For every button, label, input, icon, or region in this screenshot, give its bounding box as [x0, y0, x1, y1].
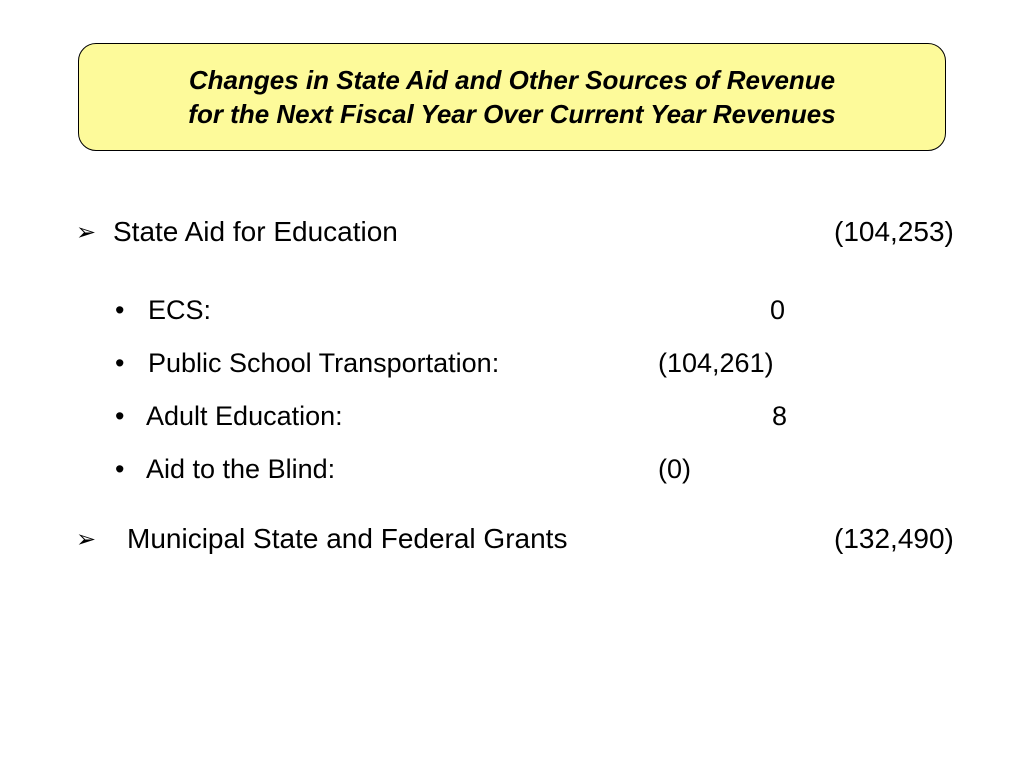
- subitem-label-adult-education: Adult Education:: [146, 401, 343, 431]
- subitem-label-public-school-transportation: Public School Transportation:: [148, 348, 500, 378]
- bullet-icon: •: [115, 295, 125, 325]
- subitem-value-public-school-transportation: (104,261): [658, 348, 774, 378]
- item-value-municipal-grants: (132,490): [834, 523, 954, 554]
- item-label-municipal-grants: Municipal State and Federal Grants: [127, 523, 568, 554]
- item-label-state-aid-education: State Aid for Education: [113, 216, 398, 247]
- arrow-bullet-icon: ➢: [76, 526, 97, 553]
- title-line-2: for the Next Fiscal Year Over Current Year Revenues: [188, 99, 836, 129]
- arrow-bullet-icon: ➢: [76, 219, 97, 246]
- subitem-value-adult-education: 8: [772, 401, 788, 431]
- subitem-value-aid-to-blind: (0): [658, 454, 691, 484]
- item-value-state-aid-education: (104,253): [834, 216, 954, 247]
- title-box: [78, 43, 946, 151]
- subitem-label-aid-to-blind: Aid to the Blind:: [146, 454, 336, 484]
- bullet-icon: •: [115, 454, 125, 484]
- bullet-icon: •: [115, 348, 125, 378]
- title-line-1: Changes in State Aid and Other Sources of Revenue: [188, 65, 836, 95]
- bullet-icon: •: [115, 401, 125, 431]
- subitem-value-ecs: 0: [770, 295, 786, 325]
- subitem-label-ecs: ECS:: [148, 295, 212, 325]
